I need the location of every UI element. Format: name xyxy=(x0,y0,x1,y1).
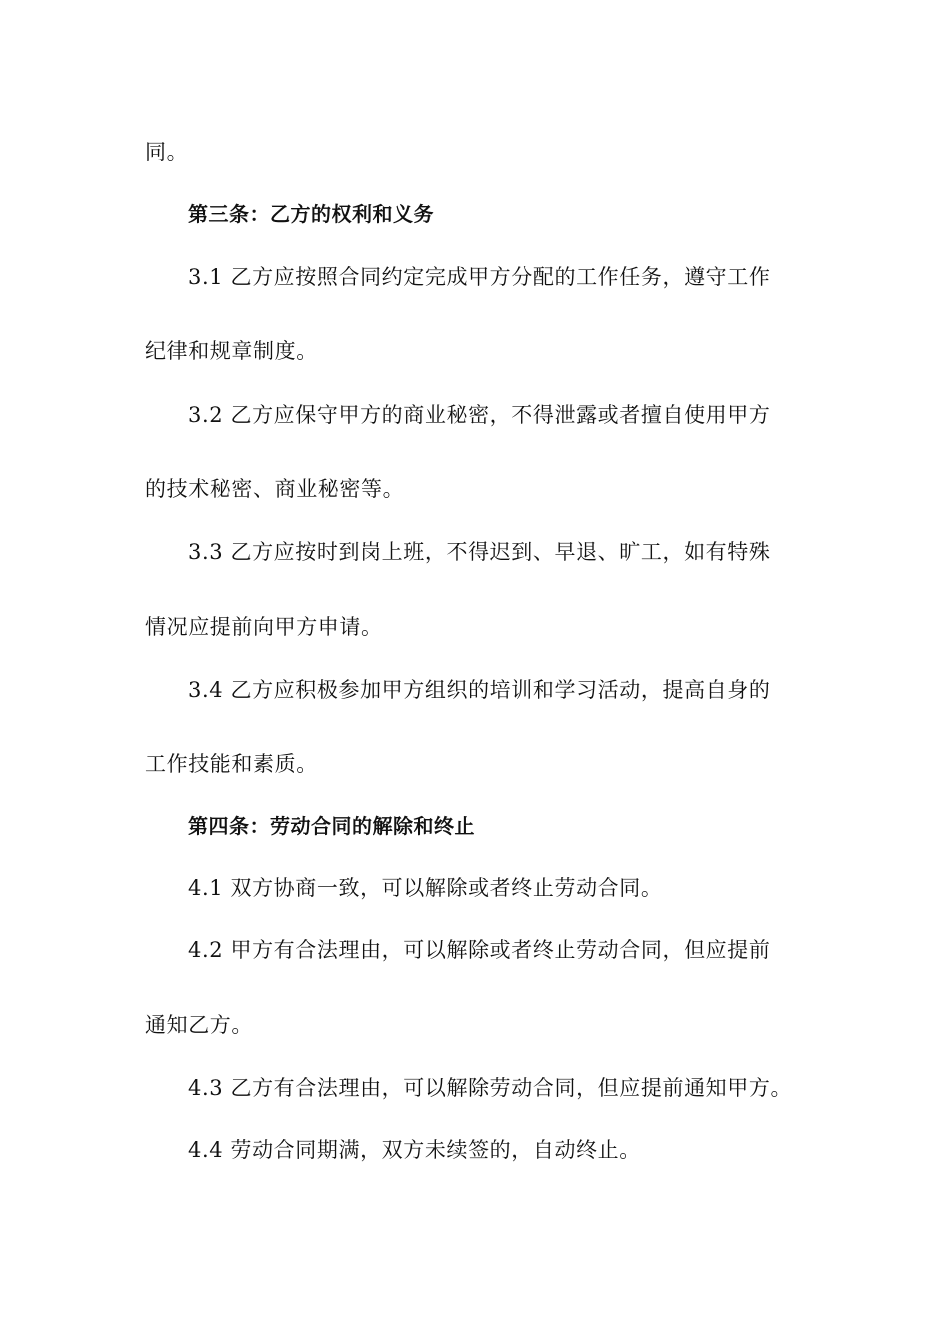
clause-4-4: 4.4 劳动合同期满，双方未续签的，自动终止。 xyxy=(188,1138,641,1162)
clause-4-3: 4.3 乙方有合法理由，可以解除劳动合同，但应提前通知甲方。 xyxy=(188,1076,793,1100)
paragraph-continuation-line: 同。 xyxy=(145,140,189,164)
clause-4-2-line-2: 通知乙方。 xyxy=(145,1013,253,1037)
clause-3-4-line-2: 工作技能和素质。 xyxy=(145,752,318,776)
clause-3-3-line-2: 情况应提前向甲方申请。 xyxy=(145,615,383,639)
section-heading-article-3: 第三条：乙方的权利和义务 xyxy=(188,202,434,226)
clause-3-1-line-1: 3.1 乙方应按照合同约定完成甲方分配的工作任务，遵守工作 xyxy=(188,265,771,289)
clause-3-2-line-1: 3.2 乙方应保守甲方的商业秘密，不得泄露或者擅自使用甲方 xyxy=(188,403,771,427)
clause-3-4-line-1: 3.4 乙方应积极参加甲方组织的培训和学习活动，提高自身的 xyxy=(188,678,771,702)
clause-3-1-line-2: 纪律和规章制度。 xyxy=(145,339,318,363)
clause-4-2-line-1: 4.2 甲方有合法理由，可以解除或者终止劳动合同，但应提前 xyxy=(188,938,771,962)
section-heading-article-4: 第四条：劳动合同的解除和终止 xyxy=(188,814,475,838)
clause-4-1: 4.1 双方协商一致，可以解除或者终止劳动合同。 xyxy=(188,876,663,900)
clause-3-3-line-1: 3.3 乙方应按时到岗上班，不得迟到、早退、旷工，如有特殊 xyxy=(188,540,771,564)
clause-3-2-line-2: 的技术秘密、商业秘密等。 xyxy=(145,477,405,501)
